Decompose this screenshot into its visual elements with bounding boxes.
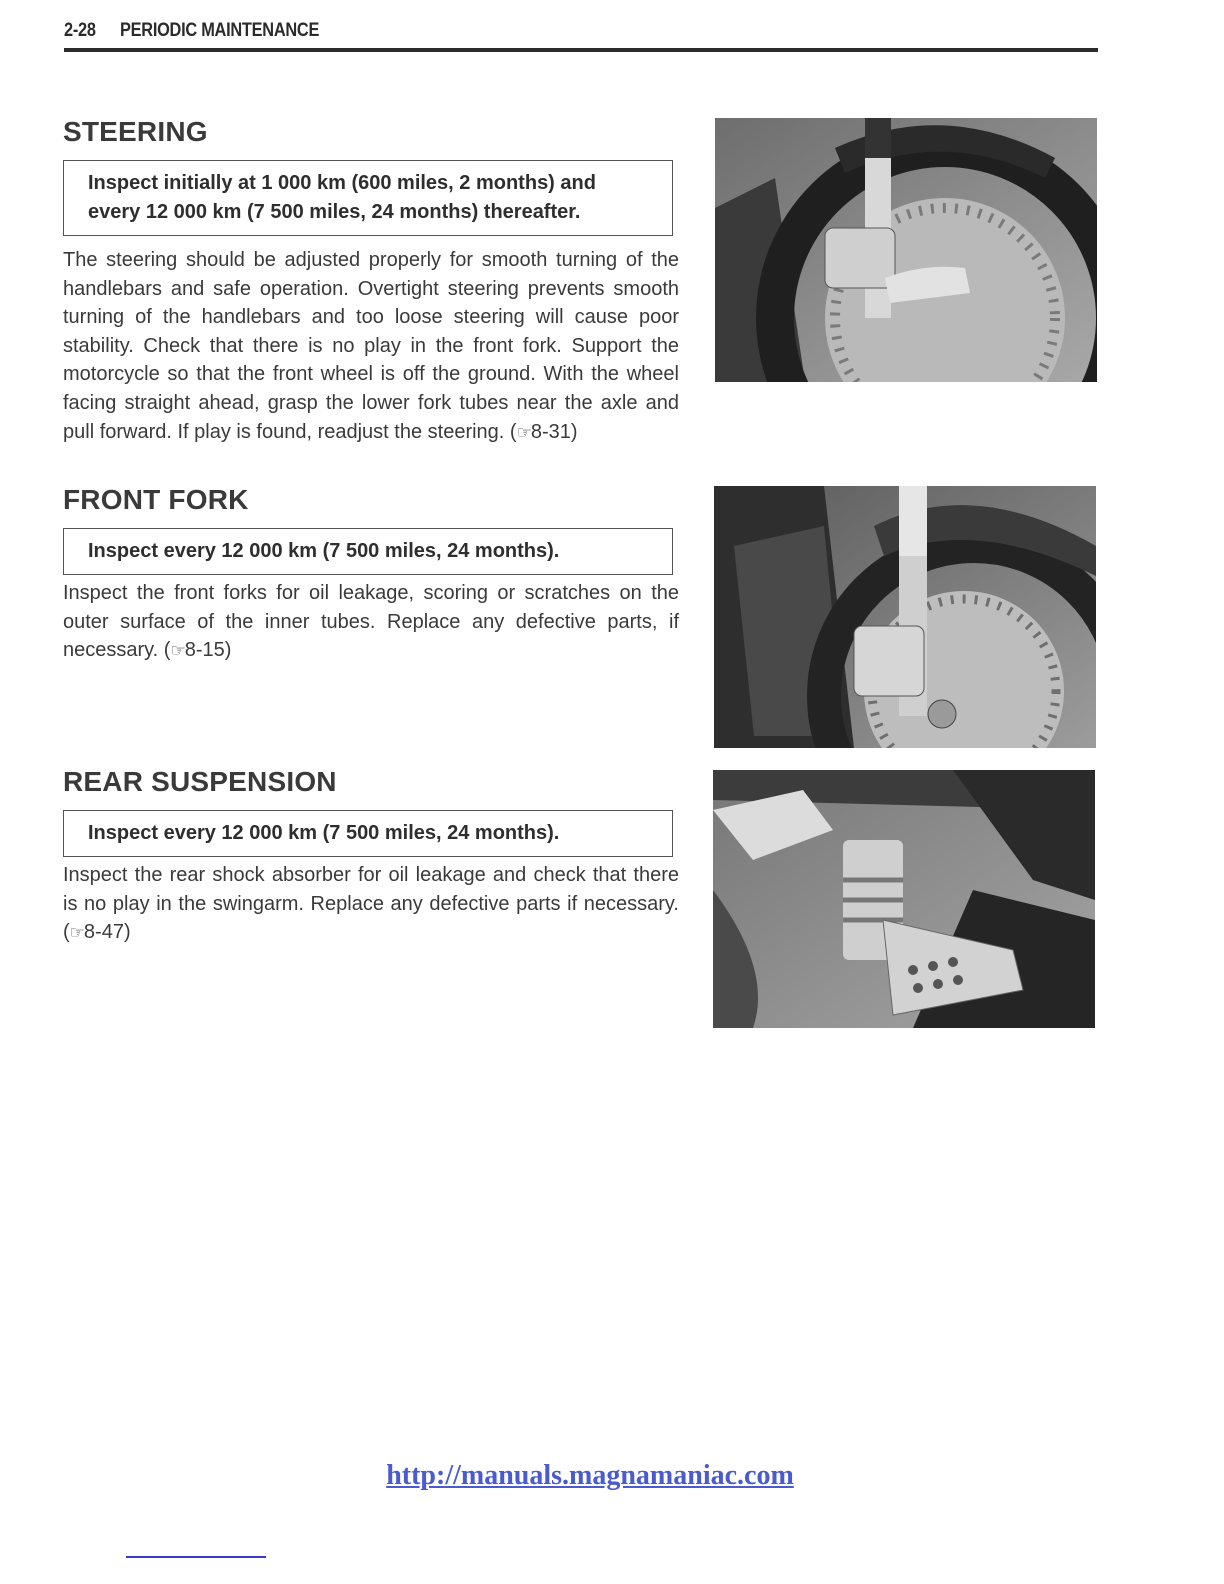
reference-icon: ☞ [69,923,84,943]
section-front-fork [63,484,679,666]
steering-photo [715,118,1097,382]
page-header [64,18,1098,52]
front-fork-illustration [714,486,1096,748]
interval-box: Inspect every 12 000 km (7 500 miles, 24 months). [63,810,673,857]
reference-icon: ☞ [170,641,185,661]
page-reference: 8-31) [530,420,578,443]
section-body-text: Inspect the front forks for oil leakage, scoring or scratches on the outer surface of the inner tubes. Replace any defective parts, if necessary. ( [63,582,679,662]
interval-box: Inspect every 12 000 km (7 500 miles, 24 months). [63,528,673,575]
rear-suspension-photo [713,770,1095,1028]
section-title: STEERING [63,116,208,147]
page-number: 2-28 [64,20,96,41]
section-title: REAR SUSPENSION [63,766,337,797]
header-section-title: PERIODIC MAINTENANCE [120,20,320,41]
section-title: FRONT FORK [63,484,249,515]
rear-shock-illustration [713,770,1095,1028]
reference-icon: ☞ [516,422,531,442]
interval-box: Inspect initially at 1 000 km (600 miles, 2 months) and every 12 000 km (7 500 miles, 24 months) thereafter. [63,160,673,236]
front-fork-photo [714,486,1096,748]
footer-url-link[interactable]: http://manuals.magnamaniac.com [386,1460,794,1491]
section-body-text: The steering should be adjusted properly for smooth turning of the handlebars and safe operation. Overtight steering prevents smooth turning of the handlebars and too loose steering will cause poor stability. Check that there is no play in the front fork. Support the motorcycle so that the front wheel is off the ground. With the wheel facing straight ahead, grasp the lower fork tubes near the axle and pull forward. If play is found, readjust the steering. ( [63,249,679,443]
front-wheel-illustration [715,118,1097,382]
section-body [63,246,679,447]
section-rear-suspension [63,766,679,948]
page-reference: 8-47) [83,921,131,944]
footer-rule [126,1556,266,1558]
section-body [63,579,679,666]
page-reference: 8-15) [184,639,232,662]
section-steering [63,116,679,447]
section-body [63,861,679,948]
section-body-text: Inspect the rear shock absorber for oil leakage and check that there is no play in the swingarm. Replace any defective parts if necessary. ( [63,864,679,944]
